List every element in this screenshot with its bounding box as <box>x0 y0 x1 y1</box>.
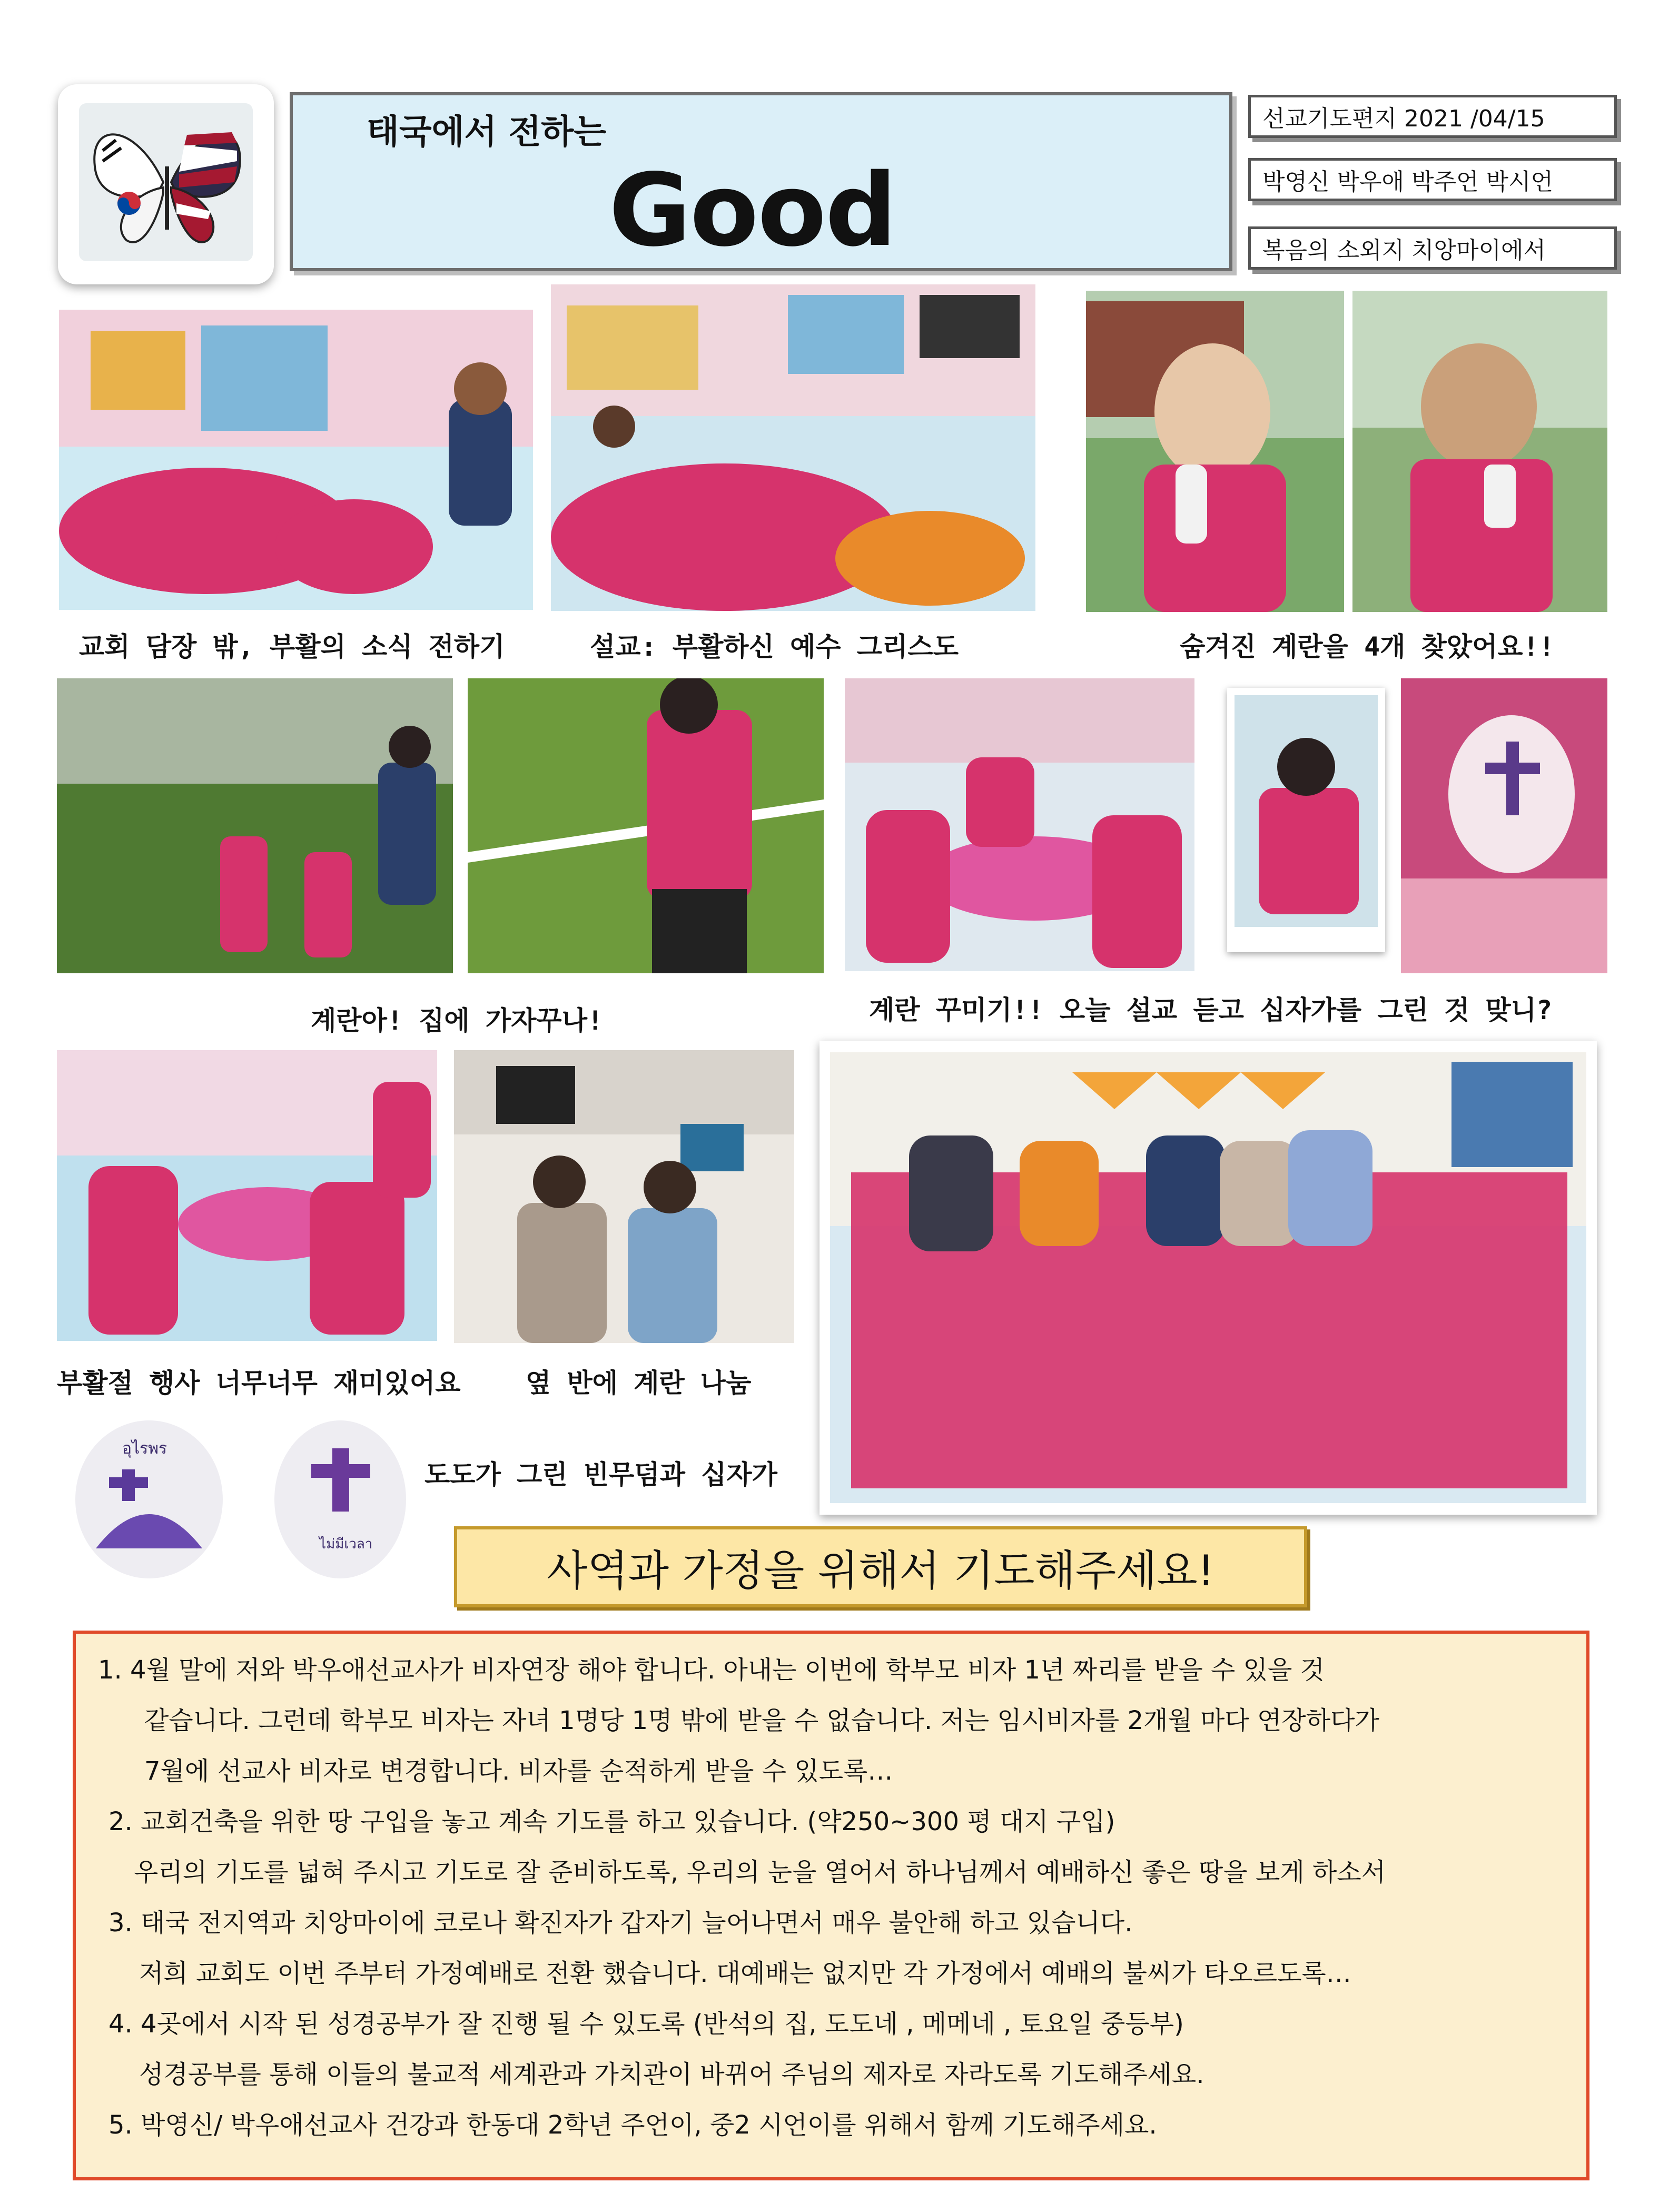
caption-outside-wall: 교회 담장 밖, 부활의 소식 전하기 <box>79 631 505 662</box>
date-label: 선교기도편지 2021 /04/15 <box>1248 95 1617 138</box>
photo-girl-painting-egg <box>1227 688 1385 952</box>
photo-girl-with-egg <box>1086 291 1344 612</box>
prayer-line: 성경공부를 통해 이들의 불교적 세계관과 가치관이 바뀌어 주님의 제자로 자라도록 기도해주세요. <box>139 2060 1204 2089</box>
photo-egg-empty-tomb <box>59 1417 239 1582</box>
photo-girl-carrying-eggs <box>468 678 824 973</box>
photo-sermon <box>551 284 1035 611</box>
egg2-text: ไม่มีเวลา <box>319 1536 373 1552</box>
prayer-heading: 사역과 가정을 위해서 기도해주세요! <box>454 1526 1307 1607</box>
photo-egg-with-cross <box>1401 678 1607 973</box>
photo-group <box>819 1041 1597 1515</box>
prayer-line: 같습니다. 그런데 학부모 비자는 자녀 1명당 1명 밖에 받을 수 없습니다. 저는 임시비자를 2개월 마다 연장하다가 <box>144 1706 1379 1735</box>
egg1-text: อุไรพร <box>122 1439 167 1458</box>
photo-easter-event <box>57 1050 437 1341</box>
caption-egg-go-home: 계란아! 집에 가자꾸나! <box>311 1005 604 1036</box>
photo-egg-hunt-garden <box>57 678 453 973</box>
photo-egg-cross <box>261 1417 419 1582</box>
caption-egg-decorating: 계란 꾸미기!! 오늘 설교 듣고 십자가를 그린 것 맞니? <box>869 995 1553 1025</box>
prayer-line: 4. 4곳에서 시작 된 성경공부가 잘 진행 될 수 있도록 (반석의 집, 도도네 , 메메네 , 토요일 중등부) <box>108 2009 1184 2039</box>
prayer-line: 1. 4월 말에 저와 박우애선교사가 비자연장 해야 합니다. 아내는 이번에 학부모 비자 1년 짜리를 받을 수 있을 것 <box>98 1655 1325 1685</box>
title-banner <box>290 92 1232 271</box>
photo-outside-church-wall <box>59 310 533 610</box>
prayer-line: 우리의 기도를 넓혀 주시고 기도로 잘 준비하도록, 우리의 눈을 열어서 하나님께서 예배하신 좋은 땅을 보게 하소서 <box>134 1858 1386 1887</box>
photo-boy-with-egg <box>1352 291 1607 612</box>
prayer-line: 7월에 선교사 비자로 변경합니다. 비자를 순적하게 받을 수 있도록… <box>144 1756 893 1786</box>
page-title: Good <box>609 152 896 269</box>
caption-dodo-drawing: 도도가 그린 빈무덤과 십자가 <box>424 1459 777 1490</box>
location-label: 복음의 소외지 치앙마이에서 <box>1248 226 1617 270</box>
butterfly-icon <box>79 103 253 261</box>
prayer-line: 3. 태국 전지역과 치앙마이에 코로나 확진자가 갑자기 늘어나면서 매우 불안해 하고 있습니다. <box>108 1908 1133 1938</box>
title-subtitle: 태국에서 전하는 <box>367 113 607 152</box>
prayer-list <box>73 1631 1589 2180</box>
family-names-label: 박영신 박우애 박주언 박시언 <box>1248 158 1617 201</box>
caption-share-eggs: 옆 반에 계란 나눔 <box>526 1368 752 1398</box>
photo-sharing-eggs <box>454 1050 794 1343</box>
caption-easter-fun: 부활절 행사 너무너무 재미있어요 <box>57 1368 461 1398</box>
prayer-line: 2. 교회건축을 위한 땅 구입을 놓고 계속 기도를 하고 있습니다. (약250~300 평 대지 구입) <box>108 1807 1115 1836</box>
photo-egg-decorating <box>845 678 1194 971</box>
prayer-line: 저희 교회도 이번 주부터 가정예배로 전환 했습니다. 대예배는 없지만 각 가정에서 예배의 불씨가 타오르도록… <box>139 1959 1351 1988</box>
prayer-line: 5. 박영신/ 박우애선교사 건강과 한동대 2학년 주언이, 중2 시언이를 위해서 함께 기도해주세요. <box>108 2110 1157 2140</box>
caption-found-eggs: 숨겨진 계란을 4개 찾았어요!! <box>1180 631 1555 662</box>
caption-sermon: 설교: 부활하신 예수 그리스도 <box>590 631 959 662</box>
butterfly-logo <box>58 84 274 284</box>
